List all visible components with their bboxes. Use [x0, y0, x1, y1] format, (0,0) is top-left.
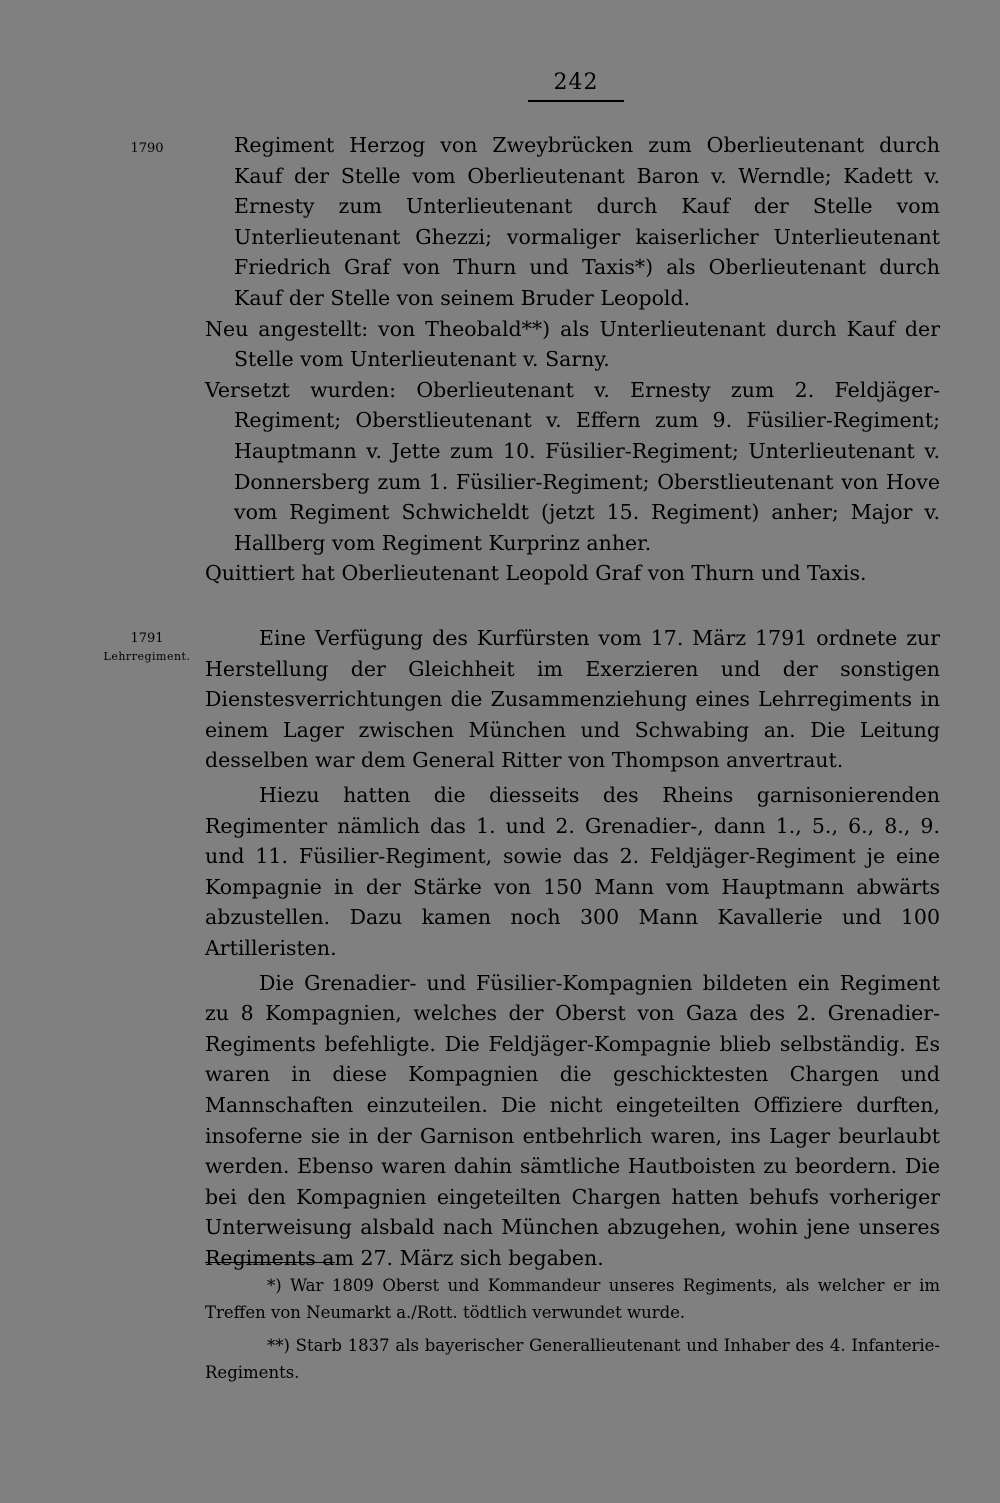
footnote-rule	[205, 1262, 335, 1263]
paragraph: Hiezu hatten die diesseits des Rheins garnisonierenden Regimenter nämlich das 1. und 2. Grenadier-, dann 1., 5., 6., 8., 9. und 11. Füsilier-Regiment, sowie das 2. Feldjäger-Regiment je eine Kompagnie in der Stärke von 150 Mann vom Hauptmann abwärts abzustellen. Dazu kamen noch 300 Mann Kavallerie und 100 Artilleristen.	[205, 782, 940, 960]
footnote: *) War 1809 Oberst und Kommandeur unseres Regiments, als welcher er im Treffen von Neumarkt a./Rott. tödtlich verwundet wurde.	[205, 1276, 940, 1322]
margin-year: 1790	[130, 141, 164, 156]
paragraph: Versetzt wurden: Oberlieutenant v. Ernesty zum 2. Feldjäger-Regiment; Oberstlieutenant v. Effern zum 9. Füsilier-Regiment; Hauptmann v. Jette zum 10. Füsilier-Regiment; Unterlieutenant v. Donnersberg zum 1. Füsilier-Regiment; Oberstlieutenant von Hove vom Regiment Schwicheldt (jetzt 15. Regiment) anher; Major v. Hallberg vom Regiment Kurprinz anher.	[205, 377, 940, 555]
section-lehrregiment	[205, 623, 940, 1273]
margin-year: 1791	[130, 631, 164, 646]
paragraph: Eine Verfügung des Kurfürsten vom 17. März 1791 ordnete zur Herstellung der Gleichheit im Exerzieren und der sonstigen Dienstesverrichtungen die Zusammenziehung eines Lehrregiments in einem Lager zwischen München und Schwabing an. Die Leitung desselben war dem General Ritter von Thompson anvertraut.	[205, 626, 940, 773]
page-number: 242	[553, 70, 599, 95]
paragraph: Quittiert hat Oberlieutenant Leopold Graf von Thurn und Taxis.	[205, 561, 867, 586]
footnotes	[205, 1272, 940, 1392]
section-personnel-changes	[205, 130, 940, 589]
paragraph: Neu angestellt: von Theobald**) als Unterlieutenant durch Kauf der Stelle vom Unterlieutenant v. Sarny.	[205, 316, 940, 372]
page-number-rule	[528, 100, 624, 102]
margin-topic: Lehrregiment.	[103, 650, 191, 663]
paragraph: Regiment Herzog von Zweybrücken zum Oberlieutenant durch Kauf der Stelle vom Oberlieutenant Baron v. Werndle; Kadett v. Ernesty zum Unterlieutenant durch Kauf der Stelle vom Unterlieutenant Ghezzi; vormaliger kaiserlicher Unterlieutenant Friedrich Graf von Thurn und Taxis*) als Oberlieutenant durch Kauf der Stelle von seinem Bruder Leopold.	[234, 133, 940, 310]
footnote: **) Starb 1837 als bayerischer Generallieutenant und Inhaber des 4. Infanterie-Regiments.	[205, 1336, 940, 1382]
paragraph: Die Grenadier- und Füsilier-Kompagnien bildeten ein Regiment zu 8 Kompagnien, welches der Oberst von Gaza des 2. Grenadier-Regiments befehligte. Die Feldjäger-Kompagnie blieb selbständig. Es waren in diese Kompagnien die geschicktesten Chargen und Mannschaften einzuteilen. Die nicht eingeteilten Offiziere durften, insoferne sie in der Garnison entbehrlich waren, ins Lager beurlaubt werden. Ebenso waren dahin sämtliche Hautboisten zu beordern. Die bei den Kompagnien eingeteilten Chargen hatten behufs vorheriger Unterweisung alsbald nach München abzugehen, wohin jene unseres Regiments am 27. März sich begaben.	[205, 970, 940, 1270]
margin-note-1791	[92, 630, 202, 666]
margin-note-1790	[92, 140, 202, 158]
